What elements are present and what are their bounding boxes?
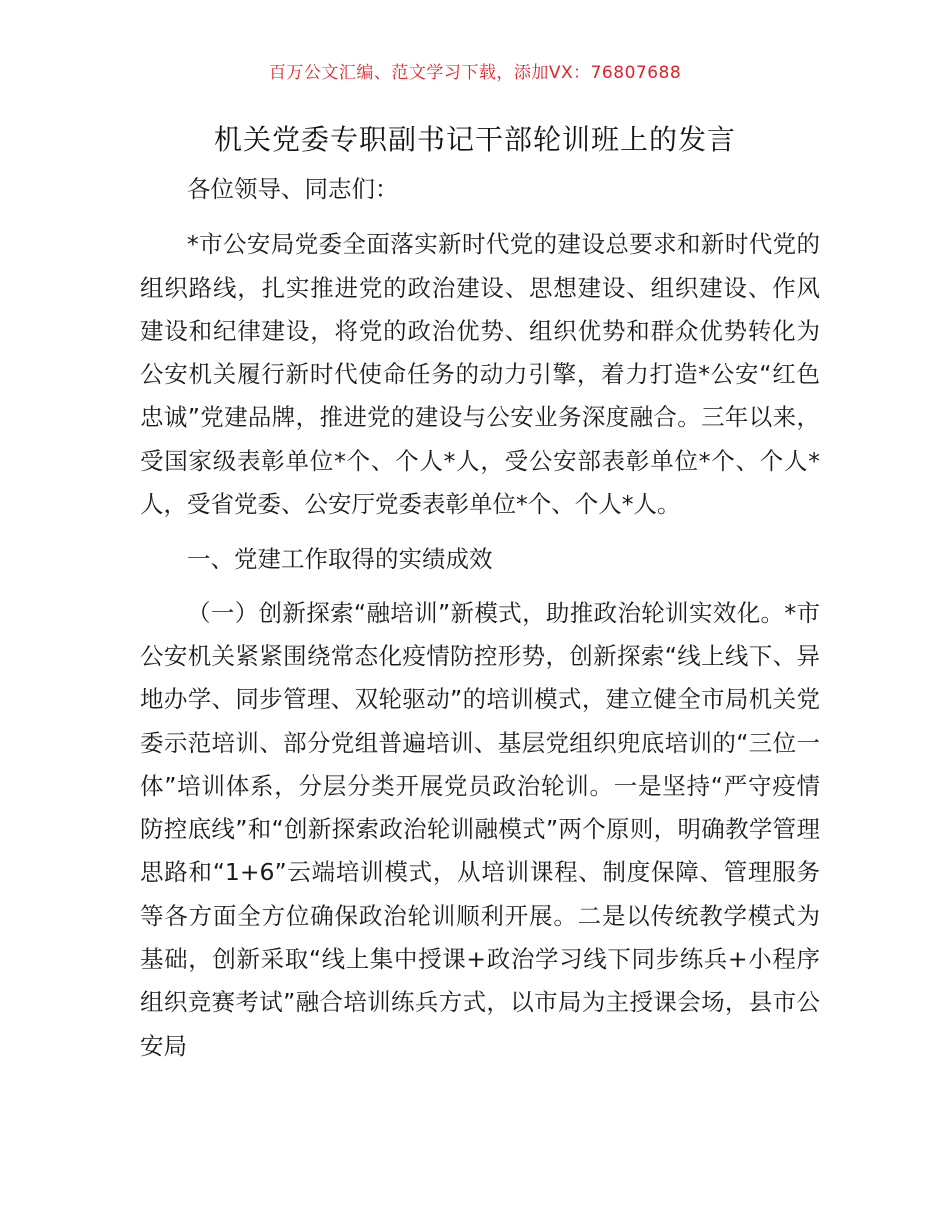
subsection-paragraph: （一）创新探索“融培训”新模式，助推政治轮训实效化。*市公安机关紧紧围绕常态化疫情防控形势，创新探索“线上线下、异地办学、同步管理、双轮驱动”的培训模式，建立健全市局机关党委示范培训、部分党组普遍培训、基层党组织兜底培训的“三位一体”培训体系，分层分类开展党员政治轮训。一是坚持“严守疫情防控底线”和“创新探索政治轮训融模式”两个原则，明确教学管理思路和“1+6”云端培训模式，从培训课程、制度保障、管理服务等各方面全方位确保政治轮训顺利开展。二是以传统教学模式为基础，创新采取“线上集中授课+政治学习线下同步练兵+小程序组织竞赛考试”融合培训练兵方式，以市局为主授课会场，县市公安局 [140,598,820,1060]
document-title: 机关党委专职副书记干部轮训班上的发言 [213,123,736,156]
section-heading: 一、党建工作取得的实绩成效 [187,545,493,574]
watermark-header: 百万公文汇编、范文学习下载，添加VX：76807688 [268,63,682,83]
salutation: 各位领导、同志们： [187,175,399,203]
document-body [140,168,820,1068]
intro-paragraph: *市公安局党委全面落实新时代党的建设总要求和新时代党的组织路线，扎实推进党的政治建设、思想建设、组织建设、作风建设和纪律建设，将党的政治优势、组织优势和群众优势转化为公安机关履行新时代使命任务的动力引擎，着力打造*公安“红色忠诚”党建品牌，推进党的建设与公安业务深度融合。三年以来，受国家级表彰单位*个、个人*人，受公安部表彰单位*个、个人*人，受省党委、公安厅党委表彰单位*个、个人*人。 [140,230,820,519]
